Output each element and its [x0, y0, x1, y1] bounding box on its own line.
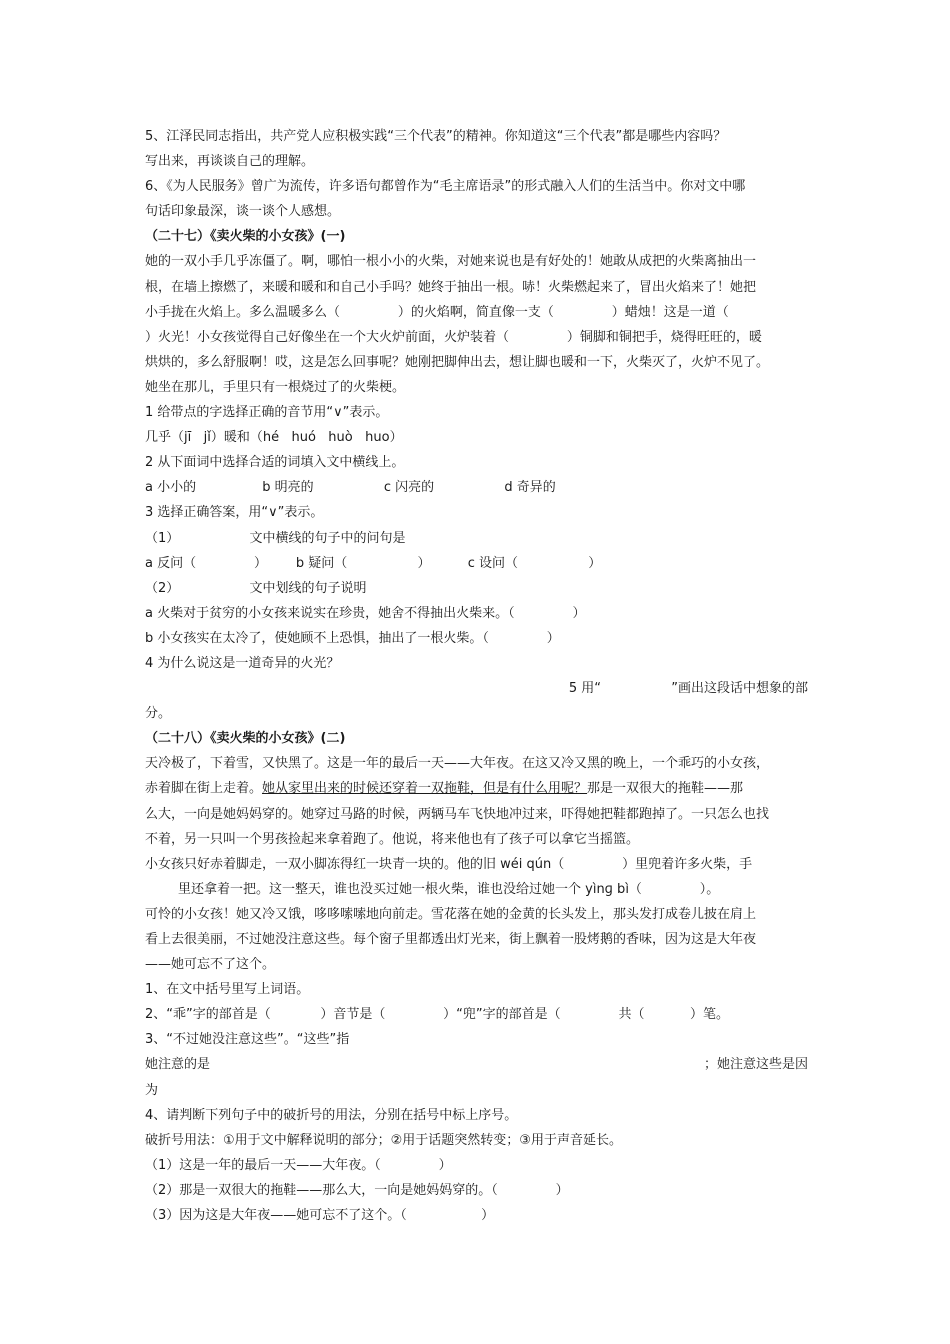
pinyin-options: 几乎（jī jǐ）暖和（hé huó huò huo） [145, 430, 403, 446]
text-line: 么大，一向是她妈妈穿的。她穿过马路的时候，两辆马车飞快地冲过来，吓得她把鞋都跑掉了。一只怎么也找 [145, 806, 770, 822]
exercise-3: 3、“不过她没注意这些”。“这些”指 [145, 1032, 350, 1048]
question-5: 5 用“ ”画出这段话中想象的部 [568, 681, 808, 697]
dash-item-3: （3）因为这是大年夜——她可忘不了这个。（ ） [145, 1208, 495, 1224]
underlined-sentence: 她从家里出来的时候还穿着一双拖鞋，但是有什么用呢？ [262, 781, 588, 797]
answer-options: a 反问（ ） b 疑问（ ） c 设问（ ） [145, 555, 602, 571]
question-4: 4 为什么说这是一道奇异的火光？ [145, 655, 340, 671]
exercise-1: 1、在文中括号里写上词语。 [145, 982, 310, 998]
text-line: 句话印象最深，谈一谈个人感想。 [145, 204, 341, 220]
text-line-with-underline [145, 776, 808, 801]
question-2: 2 从下面词中选择合适的词填入文中横线上。 [145, 455, 405, 471]
answer-option-a: a 火柴对于贫穷的小女孩来说实在珍贵，她舍不得抽出火柴来。（ ） [145, 605, 586, 621]
text-line: ）火光！小女孩觉得自己好像坐在一个大火炉前面，火炉装着（ ）铜脚和铜把手，烧得旺旺的，暖 [145, 329, 762, 345]
text-line: 小手拢在火焰上。多么温暖多么（ ）的火焰啊，简直像一支（ ）蜡烛！这是一道（ [145, 304, 729, 320]
text-line: （2） 文中划线的句子说明 [145, 580, 367, 596]
question-3: 3 选择正确答案，用“∨”表示。 [145, 505, 324, 521]
text-segment: 赤着脚在街上走着。 [145, 781, 263, 797]
exercise-2: 2、“乖”字的部首是（ ）音节是（ ）“兜”字的部首是（ 共（ ）笔。 [145, 1007, 729, 1023]
dash-item-2: （2）那是一双很大的拖鞋——那么大，一向是她妈妈穿的。（ ） [145, 1182, 569, 1198]
text-line: 看上去很美丽，不过她没注意这些。每个窗子里都透出灯光来，街上飘着一股烤鹅的香味，因为这是大年夜 [145, 932, 757, 947]
text-line: 可怜的小女孩！她又冷又饿，哆哆嗦嗦地向前走。雪花落在她的金黄的长头发上，那头发打成卷儿披在肩上 [145, 906, 757, 922]
text-line: 她坐在那儿，手里只有一根烧过了的火柴梗。 [145, 379, 406, 395]
text-line: 她的一双小手几乎冻僵了。啊，哪怕一根小小的火柴，对她来说也是有好处的！她敢从成把的火柴离抽出一 [145, 254, 757, 270]
section-heading-27: （二十七）《卖火柴的小女孩》(一) [145, 229, 346, 245]
text-line: 不着，另一只叫一个男孩捡起来拿着跑了。他说，将来他也有了孩子可以拿它当摇篮。 [145, 831, 640, 847]
dash-usage-legend: 破折号用法：①用于文中解释说明的部分；②用于话题突然转变；③用于声音延长。 [145, 1132, 622, 1148]
text-line: ——她可忘不了这个。 [145, 957, 276, 973]
text-line: 5、江泽民同志指出，共产党人应积极实践“三个代表”的精神。你知道这“三个代表”都是哪些内容吗？ [145, 129, 727, 144]
text-segment: 她注意的是 [145, 1057, 211, 1073]
section-heading-28: （二十八）《卖火柴的小女孩》(二) [145, 731, 346, 747]
text-line: 为 [145, 1082, 159, 1098]
text-line: 里还拿着一把。这一整天，谁也没买过她一根火柴，谁也没给过她一个 yìnɡ bì（ ）。 [178, 881, 720, 897]
answer-option-b: b 小女孩实在太冷了，使她顾不上恐惧，抽出了一根火柴。（ ） [145, 630, 560, 646]
text-line: 小女孩只好赤着脚走，一双小脚冻得红一块青一块的。他的旧 wéi qún（ ）里兜着许多火柴，手 [145, 856, 753, 872]
text-line: （1） 文中横线的句子中的问句是 [145, 530, 406, 546]
text-line: 天冷极了，下着雪，又快黑了。这是一年的最后一天——大年夜。在这又冷又黑的晚上，一个乖巧的小女孩， [145, 756, 770, 772]
text-line: 6、《为人民服务》曾广为流传，许多语句都曾作为“毛主席语录”的形式融入人们的生活当中。你对文中哪 [145, 179, 746, 195]
text-segment: 那是一双很大的拖鞋——那 [587, 781, 744, 797]
dash-item-1: （1）这是一年的最后一天——大年夜。（ ） [145, 1157, 452, 1173]
text-segment: ；她注意这些是因 [703, 1057, 808, 1073]
exercise-3-answer-line [145, 1052, 808, 1077]
text-line: 分。 [145, 706, 172, 722]
text-line: 写出来，再谈谈自己的理解。 [145, 154, 315, 170]
text-line: 根，在墙上擦燃了，来暖和暖和和自己小手吗？她终于抽出一根。哧！火柴燃起来了，冒出火焰来了！她把 [145, 279, 757, 295]
exercise-4: 4、请判断下列句子中的破折号的用法，分别在括号中标上序号。 [145, 1107, 518, 1123]
word-options: a 小小的 b 明亮的 c 闪亮的 d 奇异的 [145, 480, 556, 496]
question-1: 1 给带点的字选择正确的音节用“∨”表示。 [145, 405, 389, 421]
text-line: 烘烘的，多么舒服啊！哎，这是怎么回事呢？她刚把脚伸出去，想让脚也暖和一下，火柴灭了，火炉不见了。 [145, 354, 770, 370]
document-page [145, 124, 808, 1228]
